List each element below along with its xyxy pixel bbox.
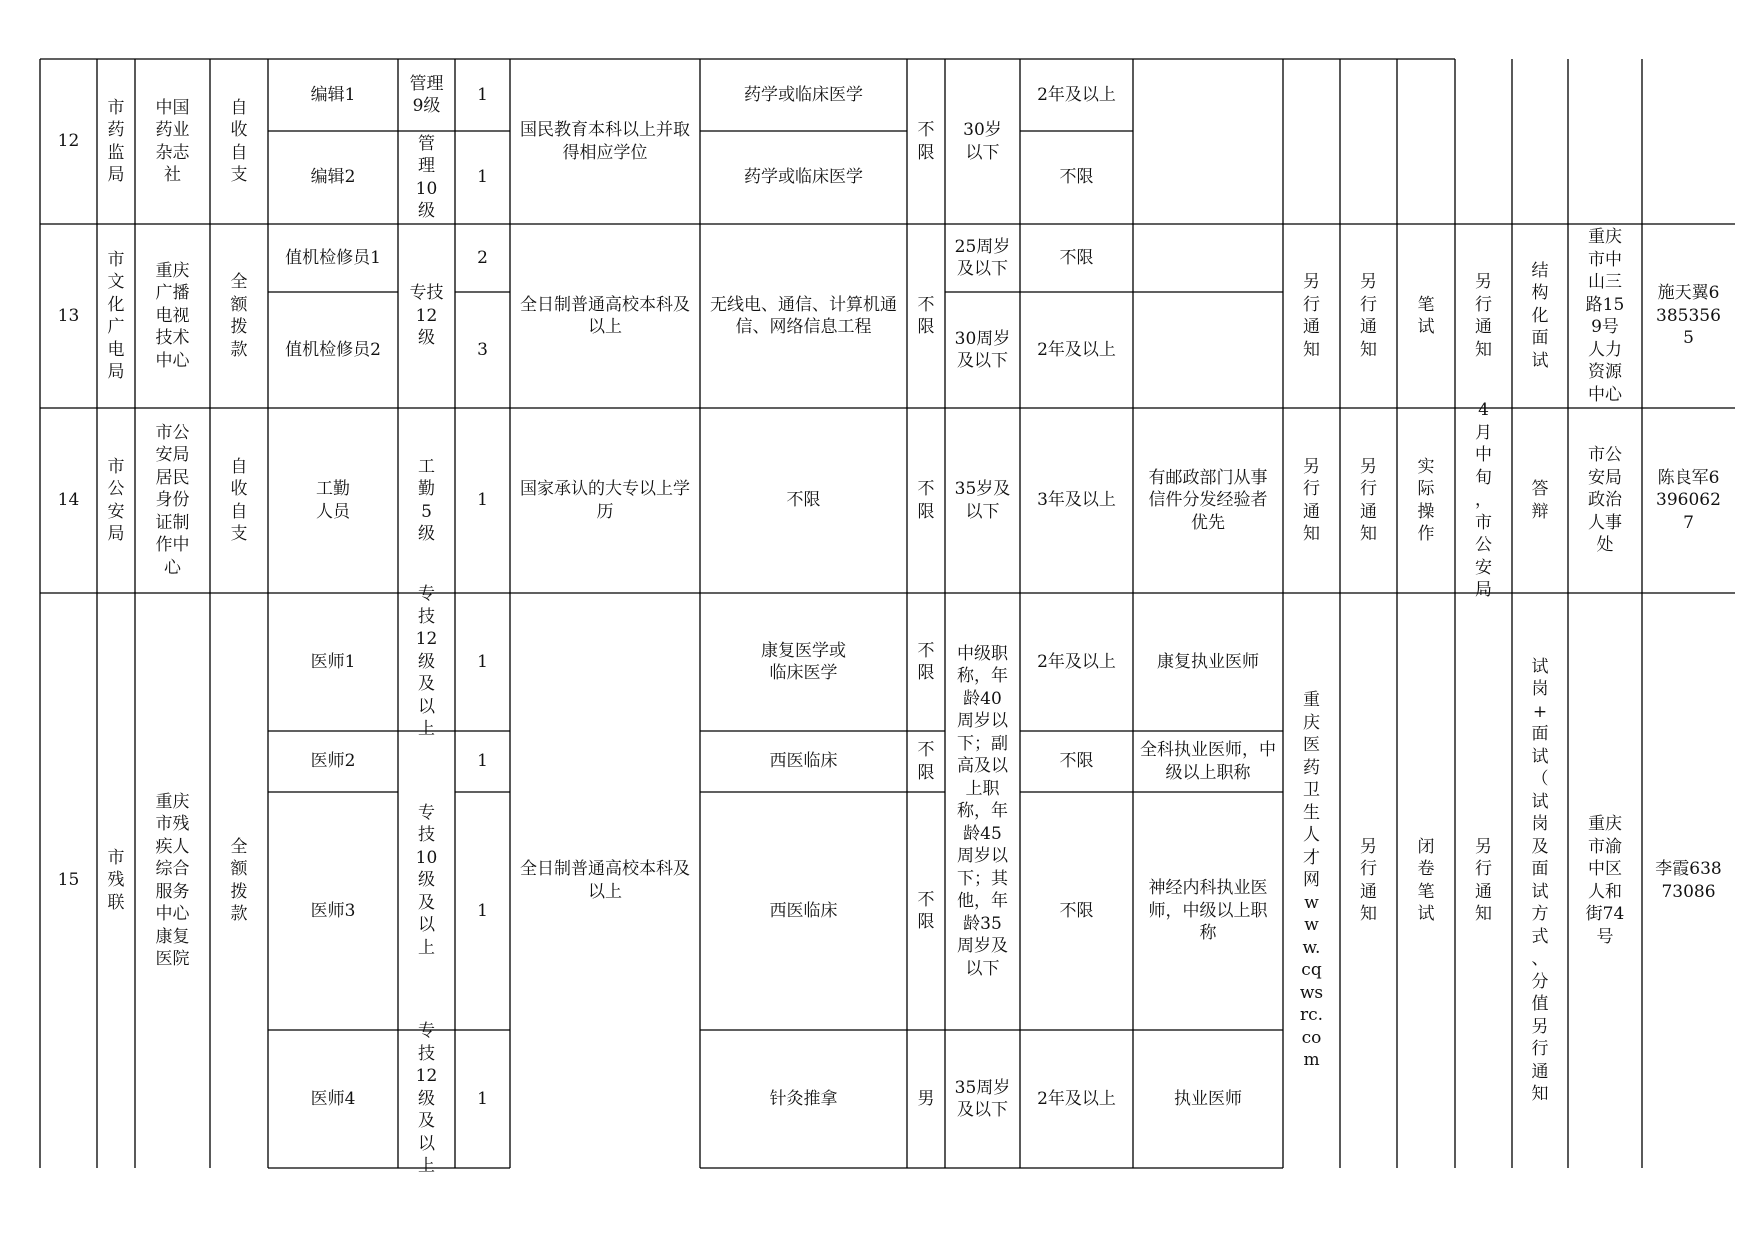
row-15-address: 重庆市渝中区人和街74号 [1585,814,1625,947]
row-15-job-4-gender: 男 [917,1088,935,1109]
row-15-notice-b: 另行通知 [1360,836,1377,924]
row-13-address: 重庆市中山三路159号人力资源中心 [1585,227,1625,405]
row-15-job-4-experience: 2年及以上 [1037,1088,1116,1109]
row-15-job-1-name: 医师1 [310,651,356,672]
row-14-exam-time-place: 4月中旬，市公安局 [1475,400,1492,601]
row-12-funding-type: 自收自支 [230,97,248,185]
row-14-funding-type: 自收自支 [230,456,248,544]
row-15-job-3-major: 西医临床 [769,900,838,921]
row-13-gender: 不限 [917,294,935,337]
row-14-department: 市公安局 [107,456,125,544]
row-15-job-3-experience: 不限 [1059,900,1094,921]
row-15-job-1-experience: 2年及以上 [1037,651,1116,672]
row-14-grade: 工勤5级 [418,456,435,544]
row-15-job-23-grade: 专技10级及以上 [415,802,438,958]
row-13-number: 13 [57,305,80,326]
row-15-job-4-age: 35周岁及以下 [954,1077,1011,1120]
row-13-job-1-age: 25周岁及以下 [954,236,1011,279]
row-15-exam-type: 闭卷笔试 [1417,836,1435,924]
row-12-job-2-count: 1 [477,167,488,188]
row-15-interview-type: 试岗+面试（试岗及面试方式、分值另行通知 [1531,656,1549,1104]
row-13-education: 全日制普通高校本科及以上 [520,294,690,337]
row-13-notice-d: 另行通知 [1475,272,1492,360]
row-14-notice-a: 另行通知 [1303,456,1320,544]
row-13-grade: 专技12级 [409,283,444,349]
row-15-job-1-major: 康复医学或临床医学 [761,640,846,683]
row-12-job-2-experience: 不限 [1059,167,1094,188]
row-13-job-1-count: 2 [477,247,488,268]
row-12-age: 30岁以下 [963,120,1002,163]
row-15-job-2-experience: 不限 [1059,751,1094,772]
row-13-interview-type: 结构化面试 [1531,260,1549,371]
row-14-interview-type: 答辩 [1531,479,1549,522]
row-15-unit: 重庆市残疾人综合服务中心康复医院 [155,791,190,969]
row-12-job-1-grade: 管理9级 [409,73,444,116]
row-12-unit: 中国药业杂志社 [155,97,190,185]
row-13-job-1-experience: 不限 [1059,247,1094,268]
row-12-job-1-name: 编辑1 [310,84,356,105]
row-14-notice-b: 另行通知 [1360,456,1377,544]
row-12-education: 国民教育本科以上并取得相应学位 [520,120,690,163]
row-13-funding-type: 全额拨款 [230,272,248,360]
row-15-job-2-name: 医师2 [310,751,356,772]
row-13-unit: 重庆广播电视技术中心 [155,260,190,371]
row-12-job-2-name: 编辑2 [310,167,356,188]
row-15-job-3-gender: 不限 [917,889,935,932]
row-14-unit: 市公安局居民身份证制作中心 [155,422,190,578]
row-15-job-4-major: 针灸推拿 [769,1088,838,1109]
row-14-contact: 陈良军63960627 [1656,467,1721,533]
row-15-job-3-other-requirements: 神经内科执业医师，中级以上职称 [1148,878,1268,944]
row-15-registration-site: 重庆医药卫生人才网www.cqwsrc.com [1299,690,1324,1071]
row-12-job-1-major: 药学或临床医学 [744,84,863,105]
row-14-experience: 3年及以上 [1037,490,1116,511]
row-14-major: 不限 [786,490,821,511]
row-14-age: 35岁及以下 [954,479,1011,522]
row-15-job-2-count: 1 [477,751,488,772]
row-15-job-4-other-requirements: 执业医师 [1174,1088,1242,1109]
row-15-job-3-count: 1 [477,900,488,921]
row-14-job-name: 工勤人员 [316,479,350,522]
row-14-address: 市公安局政治人事处 [1588,445,1622,556]
row-13-major: 无线电、通信、计算机通信、网络信息工程 [710,294,897,337]
row-13-contact: 施天翼63853565 [1656,283,1721,349]
row-12-job-1-experience: 2年及以上 [1037,84,1116,105]
row-15-contact: 李霞63873086 [1655,859,1722,902]
row-13-job-2-name: 值机检修员2 [285,339,381,360]
row-15-job-3-name: 医师3 [310,900,356,921]
row-15-job-4-grade: 专技12级及以上 [415,1021,438,1177]
row-15-job-1-gender: 不限 [917,640,935,683]
row-15-notice-d: 另行通知 [1475,836,1492,924]
row-12-number: 12 [57,131,80,152]
row-14-education: 国家承认的大专以上学历 [520,479,690,522]
row-15-number: 15 [57,870,80,891]
row-13-job-2-age: 30周岁及以下 [954,328,1011,371]
row-15-job-1-other-requirements: 康复执业医师 [1157,651,1259,672]
row-12-gender: 不限 [917,120,935,163]
row-15-job-2-gender: 不限 [917,740,935,783]
row-13-job-1-name: 值机检修员1 [285,247,381,268]
row-14-count: 1 [477,490,488,511]
row-12-job-2-grade: 管理10级 [415,133,438,221]
row-15-department: 市残联 [107,847,125,913]
row-15-education: 全日制普通高校本科及以上 [520,859,690,902]
row-13-exam-type: 笔试 [1417,294,1435,337]
row-15-job-4-name: 医师4 [310,1088,356,1109]
row-15-job-1-grade: 专技12级及以上 [415,584,438,740]
row-13-department: 市文化广电局 [107,249,125,382]
row-15-job-2-major: 西医临床 [769,751,838,772]
row-14-exam-type: 实际操作 [1417,456,1435,544]
row-15-job-4-count: 1 [477,1088,488,1109]
row-13-notice-a: 另行通知 [1303,272,1320,360]
row-12-job-1-count: 1 [477,84,488,105]
row-15-funding-type: 全额拨款 [230,836,248,924]
row-12-department: 市药监局 [107,97,125,185]
row-15-job-2-other-requirements: 全科执业医师，中级以上职称 [1140,740,1276,783]
row-15-job-1-count: 1 [477,651,488,672]
row-15-job-123-age: 中级职称，年龄40周岁以下；副高及以上职称，年龄45周岁以下；其他，年龄35周岁及以下 [957,643,1008,979]
row-12-job-2-major: 药学或临床医学 [744,167,863,188]
row-14-other-requirements: 有邮政部门从事信件分发经验者优先 [1148,467,1268,533]
row-14-gender: 不限 [917,479,935,522]
row-13-job-2-experience: 2年及以上 [1037,339,1116,360]
row-13-job-2-count: 3 [477,339,488,360]
row-13-notice-b: 另行通知 [1360,272,1377,360]
row-14-number: 14 [57,490,80,511]
